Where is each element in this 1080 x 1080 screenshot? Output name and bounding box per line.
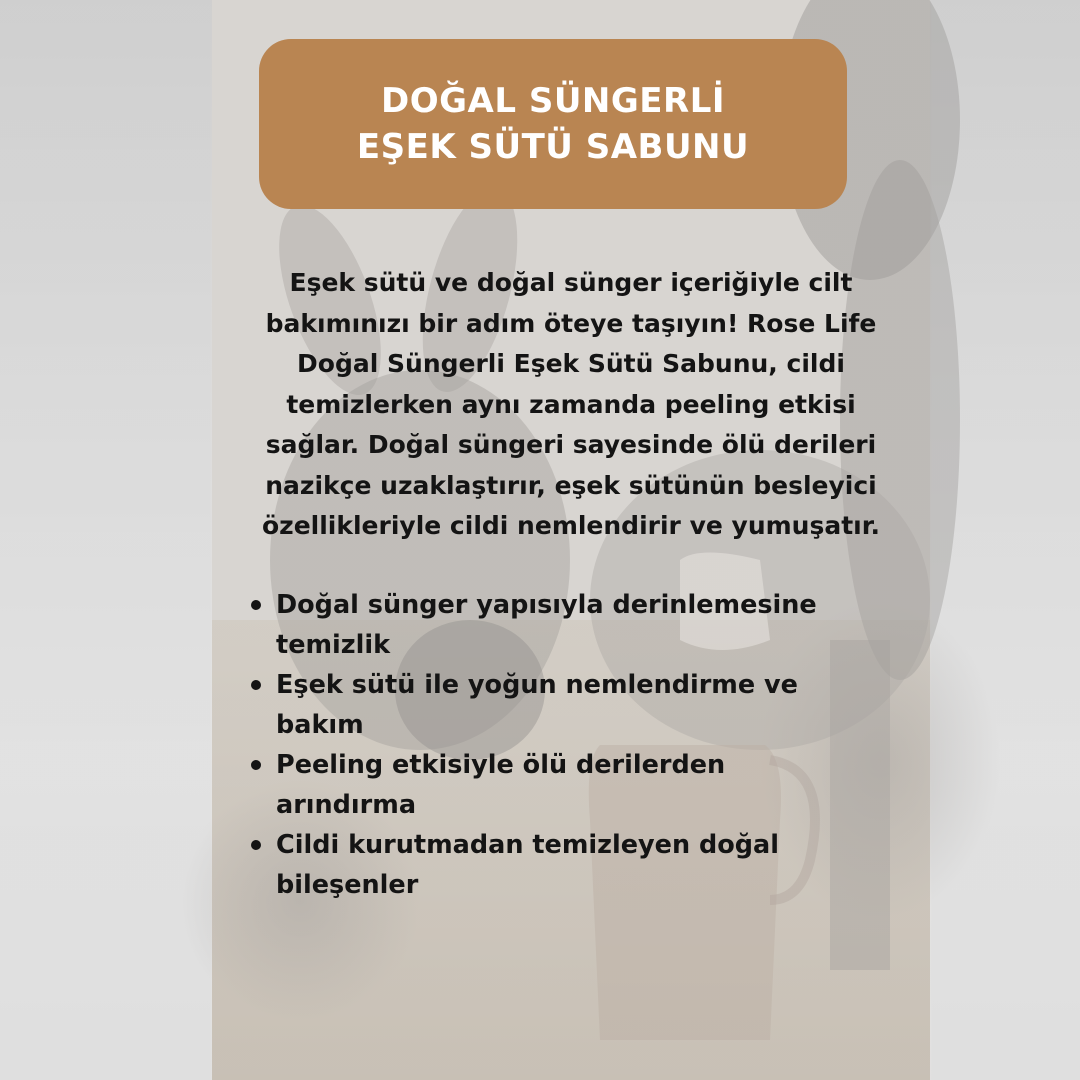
feature-list [248,585,868,905]
feature-text: bileşenler [276,870,419,900]
bullet-dot-icon [251,600,261,610]
feature-item [248,665,868,745]
bullet-dot-icon [251,680,261,690]
title-line-1: DOĞAL SÜNGERLİ [380,81,726,121]
feature-text: bakım [276,710,364,740]
intro-line: sağlar. Doğal süngeri sayesinde ölü derileri [265,430,877,459]
intro-line: nazikçe uzaklaştırır, eşek sütünün besleyici [265,470,877,500]
feature-text: Doğal sünger yapısıyla derinlemesine [276,590,817,620]
feature-text: temizlik [276,630,391,660]
feature-item [248,585,868,665]
intro-paragraph [225,263,917,547]
feature-text: Eşek sütü ile yoğun nemlendirme ve [276,670,798,700]
feature-item [248,825,868,905]
feature-text: Cildi kurutmadan temizleyen doğal [276,830,779,860]
title-banner [259,39,847,209]
intro-line: Eşek sütü ve doğal sünger içeriğiyle cilt [289,268,853,297]
feature-text: Peeling etkisiyle ölü derilerden [276,750,726,780]
intro-line: temizlerken aynı zamanda peeling etkisi [286,389,856,419]
intro-line: Doğal Süngerli Eşek Sütü Sabunu, cildi [297,349,845,378]
feature-text: arındırma [276,790,417,820]
feature-item [248,745,868,825]
bullet-dot-icon [251,760,261,770]
bullet-dot-icon [251,840,261,850]
intro-line: bakımınızı bir adım öteye taşıyın! Rose Life [265,308,877,338]
title-line-2: EŞEK SÜTÜ SABUNU [356,127,750,167]
intro-line: özellikleriyle cildi nemlendirir ve yumuşatır. [261,511,881,540]
